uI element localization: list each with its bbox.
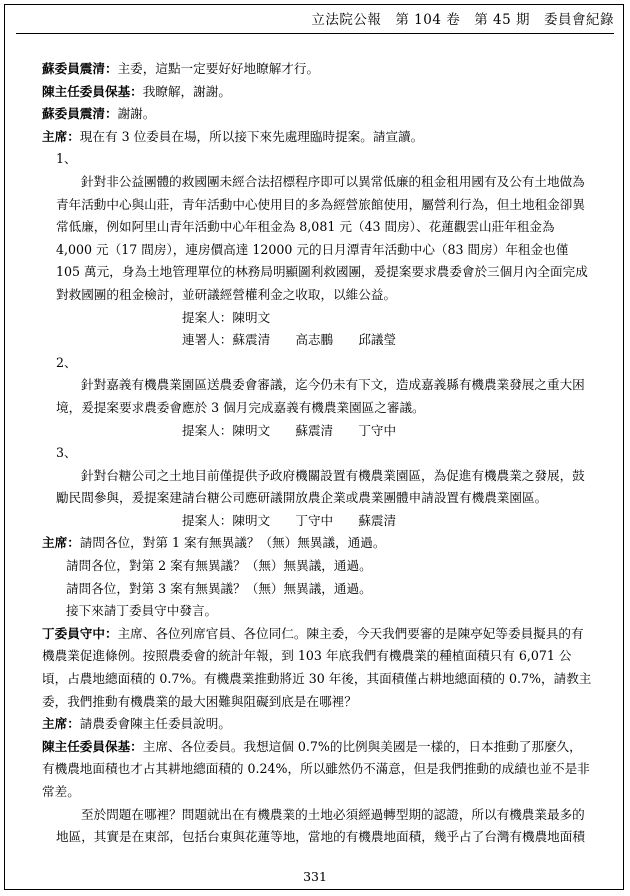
speech-continuation: 請問各位，對第 2 案有無異議？（無）無異議，通過。 [66, 558, 372, 574]
speaker-name: 蘇委員震清： [42, 106, 118, 122]
speech-line [42, 58, 594, 81]
speech-continuation: 接下來請丁委員守中發言。 [66, 603, 218, 619]
speech-text: 主委，這點一定要好好地瞭解才行。 [117, 61, 320, 76]
speaker-name: 主席： [42, 128, 80, 144]
proposal-proposer: 提案人：陳明文 蘇震清 丁守中 [182, 422, 397, 438]
speech-text: 請問各位，對第 1 案有無異議？（無）無異議，通過。 [79, 535, 386, 551]
speech-line [42, 623, 594, 713]
speech-continuation: 請問各位，對第 3 案有無異議？（無）無異議，通過。 [66, 580, 372, 596]
speaker-name: 主席： [42, 535, 80, 551]
proposal-number: 2、 [56, 354, 77, 370]
transcript-body [42, 58, 594, 849]
proposal-number: 1、 [56, 151, 77, 167]
speech-line [42, 532, 594, 555]
speaker-name: 陳主任委員保基： [42, 738, 143, 754]
page-header: 立法院公報 第 104 卷 第 45 期 委員會紀錄 [16, 8, 614, 34]
proposal-body: 針對嘉義有機農業園區送農委會審議，迄今仍未有下文，造成嘉義縣有機農業發展之重大困境，爰提案要求農委會應於 3 個月完成嘉義有機農業園區之審議。 [56, 377, 585, 415]
proposal-number: 3、 [56, 445, 77, 461]
speaker-name: 丁委員守中： [42, 625, 118, 641]
speaker-name: 陳主任委員保基： [42, 83, 143, 99]
speech-text: 主席、各位列席官員、各位同仁。陳主委，今天我們要審的是陳亭妃等委員擬具的有機農業促進條例。按照農委會的統計年報，到 103 年底我們有機農業的種植面積只有 6,071 公頃，占農地總面積的 0.7%。有機農業推動將近 30 年後，其面積僅占耕地總面積的 0.7%，請教主委，我們推動有機農業的最大困難與阻礙到底是在哪裡？ [42, 625, 592, 709]
speech-line [42, 103, 594, 126]
proposal-cosigners: 連署人：蘇震清 高志鵬 邱議瑩 [182, 332, 397, 348]
speaker-name: 蘇委員震清： [42, 61, 118, 76]
speech-text: 請農委會陳主任委員說明。 [79, 716, 231, 732]
page-number: 331 [303, 869, 327, 884]
proposal-body: 針對非公益團體的救國團未經合法招標程序即可以異常低廉的租金租用國有及公有土地做為青年活動中心與山莊，青年活動中心使用目的多為經營旅館使用，屬營利行為，但土地租金卻異常低廉，例如阿里山青年活動中心年租金為 8,081 元（43 間房）、花蓮觀雲山莊年租金為 4,000 元（17 間房），連房價高達 12000 元的日月潭青年活動中心（83 間房）年租金也僅 105 萬元，身為土地管理單位的林務局明顯圖利救國團，爰提案要求農委會於三個月內全面完成對救國團的租金檢討，並研議經營權利金之收取，以維公益。 [56, 173, 588, 302]
speech-text: 主席、各位委員。我想這個 0.7%的比例與美國是一樣的，日本推動了那麼久，有機農地面積也才占其耕地總面積的 0.24%，所以雖然仍不滿意，但是我們推動的成績也並不是非常差。 [42, 738, 590, 799]
proposal-proposer: 提案人：陳明文 [182, 309, 271, 325]
speech-paragraph: 至於問題在哪裡？問題就出在有機農業的土地必須經過轉型期的認證，所以有機農業最多的地區，其實是在東部，包括台東與花蓮等地，當地的有機農地面積，幾乎占了台灣有機農地面積 [56, 806, 585, 845]
speech-line [42, 713, 594, 736]
speech-text: 現在有 3 位委員在場，所以接下來先處理臨時提案。請宣讀。 [79, 128, 424, 144]
speech-line [42, 736, 594, 804]
speech-text: 我瞭解，謝謝。 [142, 83, 231, 99]
proposal-proposer: 提案人：陳明文 丁守中 蘇震清 [182, 512, 397, 528]
speech-line [42, 126, 594, 149]
speech-text: 謝謝。 [117, 106, 156, 122]
speech-line [42, 81, 594, 104]
proposal-body: 針對台糖公司之土地目前僅提供予政府機關設置有機農業園區，為促進有機農業之發展，鼓勵民間參與，爰提案建請台糖公司應研議開放農企業或農業團體申請設置有機農業園區。 [56, 467, 585, 506]
speaker-name: 主席： [42, 716, 80, 732]
